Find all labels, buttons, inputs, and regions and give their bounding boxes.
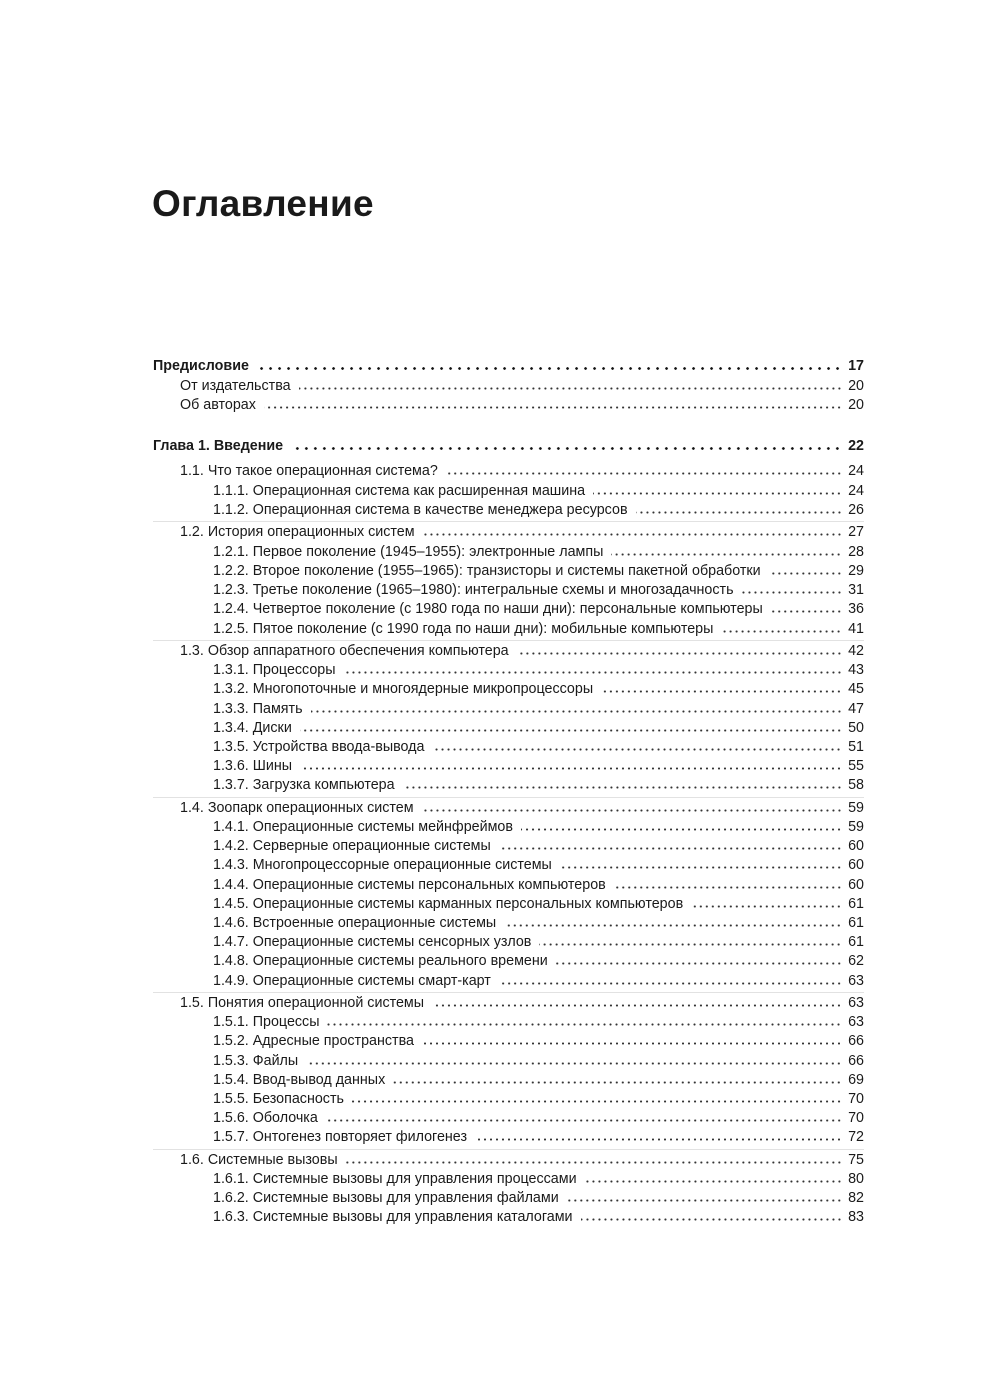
toc-entry-page: 55 <box>848 758 864 775</box>
toc-entry-page: 58 <box>848 777 864 794</box>
toc-entry-page: 66 <box>848 1052 864 1069</box>
toc-entry[interactable] <box>153 620 864 639</box>
toc-entry-page: 70 <box>848 1110 864 1127</box>
toc-entry[interactable] <box>153 1090 864 1109</box>
toc-entry-label: 1.6.2. Системные вызовы для управления файлами <box>213 1190 559 1207</box>
toc-entry-label: 1.5.7. Онтогенез повторяет филогенез <box>213 1129 467 1146</box>
toc-entry[interactable] <box>153 501 864 520</box>
chapter-1-entries <box>153 461 864 1227</box>
toc-chapter-1[interactable] <box>153 435 864 457</box>
toc-entry[interactable] <box>153 757 864 776</box>
toc-entry-page: 83 <box>848 1209 864 1226</box>
dot-leader <box>769 572 842 575</box>
toc-entry[interactable] <box>153 1013 864 1032</box>
toc-entry[interactable] <box>153 776 864 795</box>
dot-leader <box>614 886 842 889</box>
dot-leader <box>446 472 842 475</box>
dot-leader <box>636 511 842 514</box>
toc-entry-page: 61 <box>848 914 864 931</box>
toc-entry-label: 1.4.6. Встроенные операционные системы <box>213 914 497 931</box>
toc-entry-page: 66 <box>848 1033 864 1050</box>
toc-entry-label: 1.2.5. Пятое поколение (с 1990 года по наши дни): мобильные компьютеры <box>213 620 714 637</box>
dot-leader <box>521 828 842 831</box>
toc-entry-page: 80 <box>848 1171 864 1187</box>
toc-entry[interactable] <box>153 562 864 581</box>
toc-entry-page: 22 <box>848 438 864 455</box>
toc-entry-label: 1.3.2. Многопоточные и многоядерные микропроцессоры <box>213 681 594 698</box>
toc-entry[interactable] <box>153 640 864 662</box>
toc-entry-page: 41 <box>848 620 864 637</box>
dot-leader <box>721 630 842 633</box>
toc-entry-label: 1.5.4. Ввод-вывод данных <box>213 1071 386 1088</box>
toc-entry-label: 1.3.7. Загрузка компьютера <box>213 777 395 794</box>
toc-entry-page: 36 <box>848 601 864 618</box>
toc-entry-page: 63 <box>848 994 864 1011</box>
dot-leader <box>691 905 842 908</box>
toc-entry-page: 61 <box>848 895 864 912</box>
toc-entry-label: 1.6.3. Системные вызовы для управления каталогами <box>213 1209 573 1226</box>
toc-entry-page: 24 <box>848 463 864 480</box>
dot-leader <box>593 492 842 495</box>
dot-leader <box>346 1161 842 1164</box>
dot-leader <box>504 924 842 927</box>
toc-entry[interactable] <box>153 543 864 562</box>
toc-entry[interactable] <box>153 1128 864 1147</box>
toc-entry[interactable] <box>153 377 864 396</box>
toc-entry-label: 1.3. Обзор аппаратного обеспечения компьютера <box>180 642 509 659</box>
toc-entry-label: 1.4. Зоопарк операционных систем <box>180 799 414 816</box>
dot-leader <box>560 866 842 869</box>
toc-entry-label: Глава 1. Введение <box>153 438 284 455</box>
dot-leader <box>306 1062 842 1065</box>
toc-entry-label: 1.6. Системные вызовы <box>180 1151 338 1168</box>
toc-entry-label: 1.3.4. Диски <box>213 719 292 736</box>
toc-entry-label: Предисловие <box>153 358 249 374</box>
toc-entry[interactable] <box>153 1032 864 1051</box>
dot-leader <box>326 1119 842 1122</box>
dot-leader <box>432 748 842 751</box>
toc-entry[interactable] <box>153 1189 864 1208</box>
toc-entry-label: 1.1. Что такое операционная система? <box>180 463 438 480</box>
toc-entry-label: От издательства <box>180 378 291 394</box>
dot-leader <box>393 1081 842 1084</box>
dot-leader <box>422 1042 842 1045</box>
toc-entry-label: 1.2.1. Первое поколение (1945–1955): электронные лампы <box>213 543 604 560</box>
dot-leader <box>517 652 842 655</box>
toc-entry-page: 42 <box>848 642 864 659</box>
toc-entry-label: 1.1.1. Операционная система как расширенная машина <box>213 482 586 499</box>
dot-leader <box>499 982 842 985</box>
toc-entry-page: 43 <box>848 662 864 679</box>
toc-entry-page: 45 <box>848 681 864 698</box>
dot-leader <box>300 729 842 732</box>
dot-leader <box>771 610 842 613</box>
toc-entry[interactable] <box>153 355 864 377</box>
dot-leader <box>403 786 842 789</box>
toc-entry-page: 59 <box>848 799 864 816</box>
toc-entry-label: 1.3.5. Устройства ввода-вывода <box>213 738 425 755</box>
toc-entry-page: 20 <box>848 397 864 414</box>
toc-entry[interactable] <box>153 680 864 699</box>
toc-entry[interactable] <box>153 952 864 971</box>
toc-entry-label: 1.2.3. Третье поколение (1965–1980): интегральные схемы и многозадачность <box>213 582 734 599</box>
toc-entry-label: 1.4.4. Операционные системы персональных компьютеров <box>213 876 606 893</box>
toc-entry[interactable] <box>153 1208 864 1227</box>
toc-entry-label: 1.4.2. Серверные операционные системы <box>213 838 491 855</box>
toc-entry[interactable] <box>153 1170 864 1189</box>
dot-leader <box>311 710 842 713</box>
toc-entry-label: 1.5.5. Безопасность <box>213 1090 344 1107</box>
toc-entry-label: 1.4.9. Операционные системы смарт-карт <box>213 972 491 989</box>
toc-entry[interactable] <box>153 797 864 819</box>
toc-entry[interactable] <box>153 521 864 543</box>
toc-entry-label: Об авторах <box>180 397 256 414</box>
toc-entry-label: 1.4.7. Операционные системы сенсорных узлов <box>213 934 532 951</box>
toc-entry-page: 62 <box>848 953 864 970</box>
toc-entry-label: 1.3.6. Шины <box>213 758 293 775</box>
toc-entry-page: 60 <box>848 857 864 874</box>
toc-entry-page: 31 <box>848 582 864 599</box>
page-title: Оглавление <box>152 183 374 224</box>
toc-entry-page: 50 <box>848 719 864 736</box>
toc-entry[interactable] <box>153 818 864 837</box>
dot-leader <box>432 1004 842 1007</box>
toc-entry-page: 60 <box>848 838 864 855</box>
dot-leader <box>352 1100 842 1103</box>
toc-entry[interactable] <box>153 719 864 738</box>
dot-leader <box>422 809 842 812</box>
toc-entry[interactable] <box>153 876 864 895</box>
toc-entry-page: 63 <box>848 972 864 989</box>
toc-entry[interactable] <box>153 1052 864 1071</box>
toc-entry-label: 1.3.1. Процессоры <box>213 662 336 679</box>
toc-entry-page: 82 <box>848 1190 864 1207</box>
toc-entry-page: 26 <box>848 502 864 519</box>
dot-leader <box>300 767 842 770</box>
toc-entry-label: 1.4.3. Многопроцессорные операционные системы <box>213 857 552 874</box>
dot-leader <box>299 387 842 390</box>
toc-entry-page: 24 <box>848 482 864 499</box>
front-matter <box>153 355 864 415</box>
toc-entry[interactable] <box>153 972 864 991</box>
toc-entry-label: 1.5. Понятия операционной системы <box>180 994 425 1011</box>
table-of-contents <box>153 355 864 1228</box>
toc-entry-page: 69 <box>848 1071 864 1088</box>
toc-entry[interactable] <box>153 738 864 757</box>
toc-entry-page: 27 <box>848 524 864 541</box>
toc-entry[interactable] <box>153 914 864 933</box>
toc-entry-page: 17 <box>848 358 864 374</box>
toc-entry[interactable] <box>153 461 864 482</box>
toc-entry[interactable] <box>153 600 864 619</box>
toc-entry-label: 1.2.2. Второе поколение (1955–1965): транзисторы и системы пакетной обработки <box>213 562 761 579</box>
toc-entry-label: 1.5.3. Файлы <box>213 1052 299 1069</box>
toc-entry-label: 1.4.1. Операционные системы мейнфреймов <box>213 819 513 835</box>
dot-leader <box>581 1218 842 1221</box>
toc-entry-label: 1.4.8. Операционные системы реального времени <box>213 953 548 970</box>
toc-entry[interactable] <box>153 396 864 415</box>
toc-entry-label: 1.4.5. Операционные системы карманных персональных компьютеров <box>213 895 684 912</box>
toc-entry-label: 1.5.2. Адресные пространства <box>213 1033 414 1050</box>
toc-entry-page: 29 <box>848 562 864 579</box>
toc-entry-page: 28 <box>848 543 864 560</box>
toc-entry-page: 63 <box>848 1014 864 1031</box>
dot-leader <box>291 447 842 450</box>
toc-entry[interactable] <box>153 661 864 680</box>
dot-leader <box>499 847 842 850</box>
toc-entry-label: 1.2. История операционных систем <box>180 524 415 541</box>
toc-entry[interactable] <box>153 581 864 600</box>
toc-entry-page: 47 <box>848 700 864 717</box>
dot-leader <box>344 671 842 674</box>
toc-entry-label: 1.5.1. Процессы <box>213 1014 320 1031</box>
toc-entry-page: 75 <box>848 1151 864 1168</box>
dot-leader <box>264 406 842 409</box>
toc-entry[interactable] <box>153 856 864 875</box>
toc-entry[interactable] <box>153 1109 864 1128</box>
toc-entry[interactable] <box>153 992 864 1014</box>
toc-entry-page: 59 <box>848 819 864 835</box>
toc-entry-page: 51 <box>848 738 864 755</box>
toc-entry-label: 1.5.6. Оболочка <box>213 1110 318 1127</box>
toc-entry-page: 72 <box>848 1129 864 1146</box>
toc-entry-page: 20 <box>848 378 864 394</box>
dot-leader <box>257 367 842 370</box>
toc-entry-label: 1.2.4. Четвертое поколение (с 1980 года по наши дни): персональные компьютеры <box>213 601 763 618</box>
toc-entry[interactable] <box>153 1149 864 1171</box>
dot-leader <box>475 1138 842 1141</box>
dot-leader <box>423 533 842 536</box>
toc-entry[interactable] <box>153 895 864 914</box>
toc-entry[interactable] <box>153 482 864 501</box>
dot-leader <box>327 1023 842 1026</box>
toc-entry-page: 60 <box>848 876 864 893</box>
dot-leader <box>539 943 842 946</box>
toc-entry-label: 1.6.1. Системные вызовы для управления процессами <box>213 1171 577 1187</box>
toc-entry-label: 1.1.2. Операционная система в качестве менеджера ресурсов <box>213 502 628 519</box>
toc-entry[interactable] <box>153 837 864 856</box>
dot-leader <box>585 1180 842 1183</box>
toc-entry-label: 1.3.3. Память <box>213 700 303 717</box>
dot-leader <box>742 591 842 594</box>
toc-entry[interactable] <box>153 933 864 952</box>
toc-entry-page: 70 <box>848 1090 864 1107</box>
toc-entry[interactable] <box>153 1071 864 1090</box>
toc-entry-page: 61 <box>848 934 864 951</box>
toc-entry[interactable] <box>153 700 864 719</box>
dot-leader <box>601 690 842 693</box>
dot-leader <box>556 962 842 965</box>
dot-leader <box>611 553 842 556</box>
dot-leader <box>567 1199 842 1202</box>
